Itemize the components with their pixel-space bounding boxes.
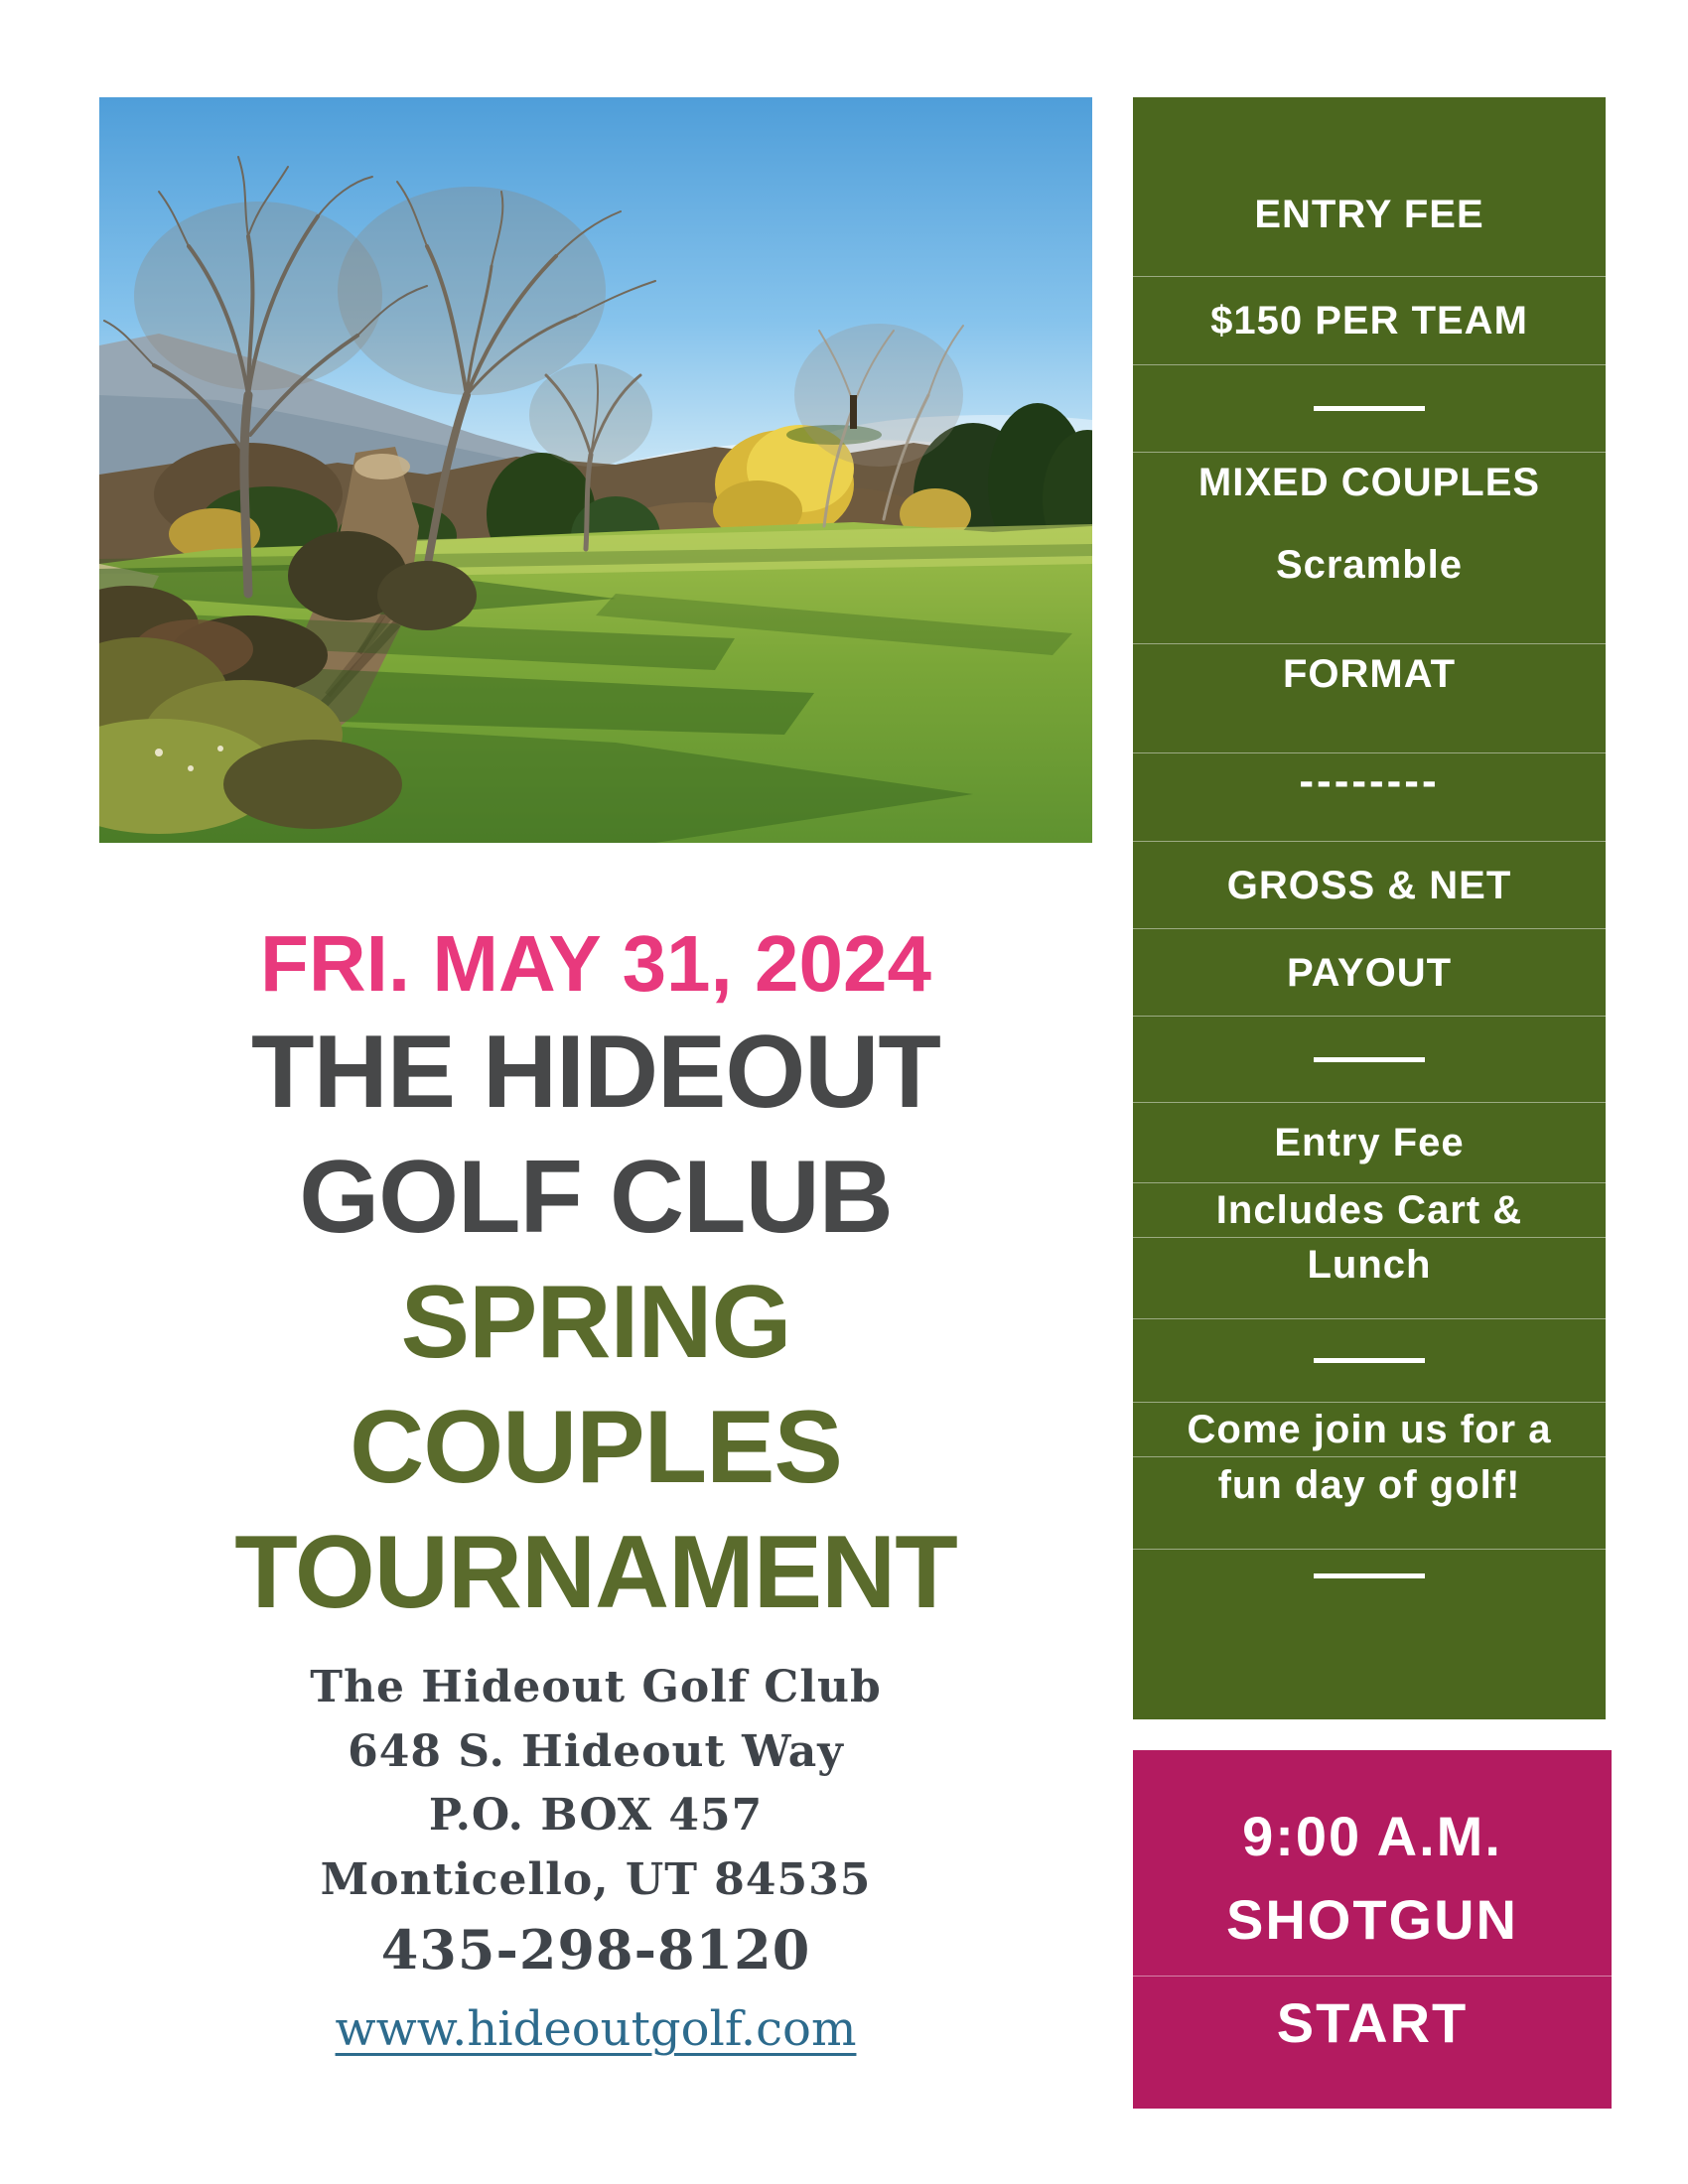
sidebar-row-invite-1 [1133,1402,1606,1456]
invite-line-1: Come join us for a [1187,1408,1552,1451]
payout-line-2: PAYOUT [1286,950,1453,995]
website-link[interactable]: www.hideoutgolf.com [335,2001,857,2057]
format-line-3: FORMAT [1282,652,1457,696]
start-box-top [1133,1750,1612,1976]
dash-separator: -------- [1299,756,1440,805]
sidebar-row-format [1133,643,1606,752]
separator-line-3 [1314,1358,1425,1363]
includes-line-1: Entry Fee [1274,1121,1465,1164]
sidebar-row-separator-1 [1133,364,1606,452]
separator-line-4 [1314,1573,1425,1578]
golf-course-illustration [99,97,1092,843]
event-title-line-4: COUPLES [350,1390,842,1505]
event-title [99,1010,1092,1635]
sidebar-row-gross-net [1133,841,1606,928]
start-line: START [1276,1991,1469,2054]
sidebar-row-separator-2 [1133,1016,1606,1102]
venue-name: The Hideout Golf Club [310,1662,882,1712]
venue-address [99,1656,1092,2071]
start-time-line: 9:00 A.M. [1242,1804,1502,1867]
website-row [99,1987,1092,2071]
format-line-2: Scramble [1275,543,1464,587]
event-title-line-5: TOURNAMENT [234,1515,957,1630]
fairway-tree-trunk [850,395,857,429]
venue-street: 648 S. Hideout Way [348,1725,844,1777]
start-box-bottom [1133,1976,1612,2109]
venue-phone: 435-298-8120 [380,1918,811,1981]
sidebar-row-separator-4 [1133,1549,1606,1719]
golf-course-photo [99,97,1092,843]
shotgun-start-box [1133,1750,1612,2109]
sidebar-row-separator-3 [1133,1318,1606,1402]
venue-pobox: P.O. BOX 457 [428,1790,764,1841]
venue-city: Monticello, UT 84535 [320,1853,872,1905]
entry-fee-value: $150 PER TEAM [1210,299,1528,342]
entry-fee-label: ENTRY FEE [1254,193,1484,236]
sidebar-row-entry-fee-label [1133,97,1606,276]
event-title-line-3: SPRING [400,1265,791,1380]
sidebar-row-entry-fee-includes [1133,1102,1606,1182]
includes-line-2: Includes Cart & [1215,1188,1523,1232]
shotgun-line: SHOTGUN [1226,1887,1518,1951]
sidebar-row-invite-2 [1133,1456,1606,1549]
sidebar-row-payout [1133,928,1606,1016]
info-sidebar [1133,97,1606,1719]
event-title-line-1: THE HIDEOUT [251,1015,940,1130]
invite-line-2: fun day of golf! [1217,1463,1521,1507]
separator-line-1 [1314,406,1425,411]
sidebar-row-entry-fee-value [1133,276,1606,364]
event-date: FRI. MAY 31, 2024 [260,919,931,1008]
payout-line-1: GROSS & NET [1226,863,1512,907]
sidebar-row-dash-separator [1133,752,1606,841]
sidebar-row-lunch [1133,1237,1606,1318]
event-title-line-2: GOLF CLUB [299,1140,893,1255]
sidebar-row-includes-cart [1133,1182,1606,1237]
separator-line-2 [1314,1057,1425,1062]
sidebar-row-mixed-couples [1133,452,1606,643]
includes-line-3: Lunch [1307,1243,1432,1287]
format-line-1: MIXED COUPLES [1197,461,1541,504]
